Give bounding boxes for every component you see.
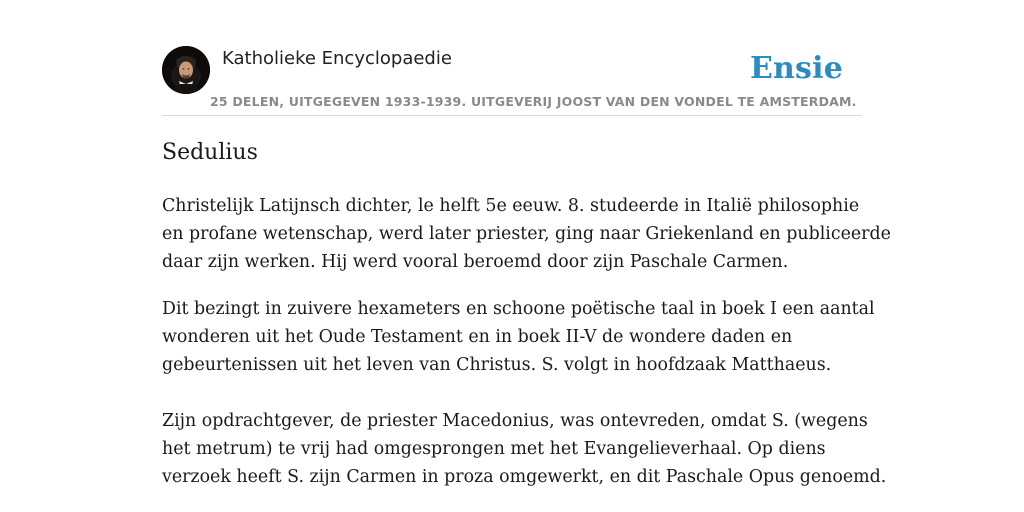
article-title: Sedulius xyxy=(162,140,258,165)
paragraph-line: wonderen uit het Oude Testament en in boek II-V de wondere daden en xyxy=(162,327,793,347)
page-header xyxy=(162,46,862,116)
source-subtitle: 25 DELEN, UITGEGEVEN 1933-1939. UITGEVERIJ JOOST VAN DEN VONDEL TE AMSTERDAM. xyxy=(210,94,857,109)
source-title-link[interactable]: Katholieke Encyclopaedie xyxy=(222,48,452,69)
paragraph-line: verzoek heeft S. zijn Carmen in proza omgewerkt, en dit Paschale Opus genoemd. xyxy=(162,467,887,487)
paragraph-line: daar zijn werken. Hij werd vooral beroemd door zijn Paschale Carmen. xyxy=(162,252,789,272)
paragraph-line: Dit bezingt in zuivere hexameters en schoone poëtische taal in boek I een aantal xyxy=(162,299,875,319)
ensie-logo[interactable]: Ensie xyxy=(749,51,843,86)
paragraph-line: gebeurtenissen uit het leven van Christus. S. volgt in hoofdzaak Matthaeus. xyxy=(162,355,832,375)
article-paragraph xyxy=(162,295,875,379)
paragraph-line: het metrum) te vrij had omgesprongen met het Evangelieverhaal. Op diens xyxy=(162,439,826,459)
paragraph-line: en profane wetenschap, werd later priester, ging naar Griekenland en publiceerde xyxy=(162,224,891,244)
article-paragraph xyxy=(162,407,887,491)
article-body xyxy=(162,192,891,491)
paragraph-line: Zijn opdrachtgever, de priester Macedonius, was ontevreden, omdat S. (wegens xyxy=(162,411,868,431)
source-avatar[interactable] xyxy=(162,46,210,94)
article-paragraph xyxy=(162,192,891,276)
paragraph-line: Christelijk Latijnsch dichter, le helft 5e eeuw. 8. studeerde in Italië philosophie xyxy=(162,196,860,216)
portrait-icon xyxy=(162,46,210,94)
